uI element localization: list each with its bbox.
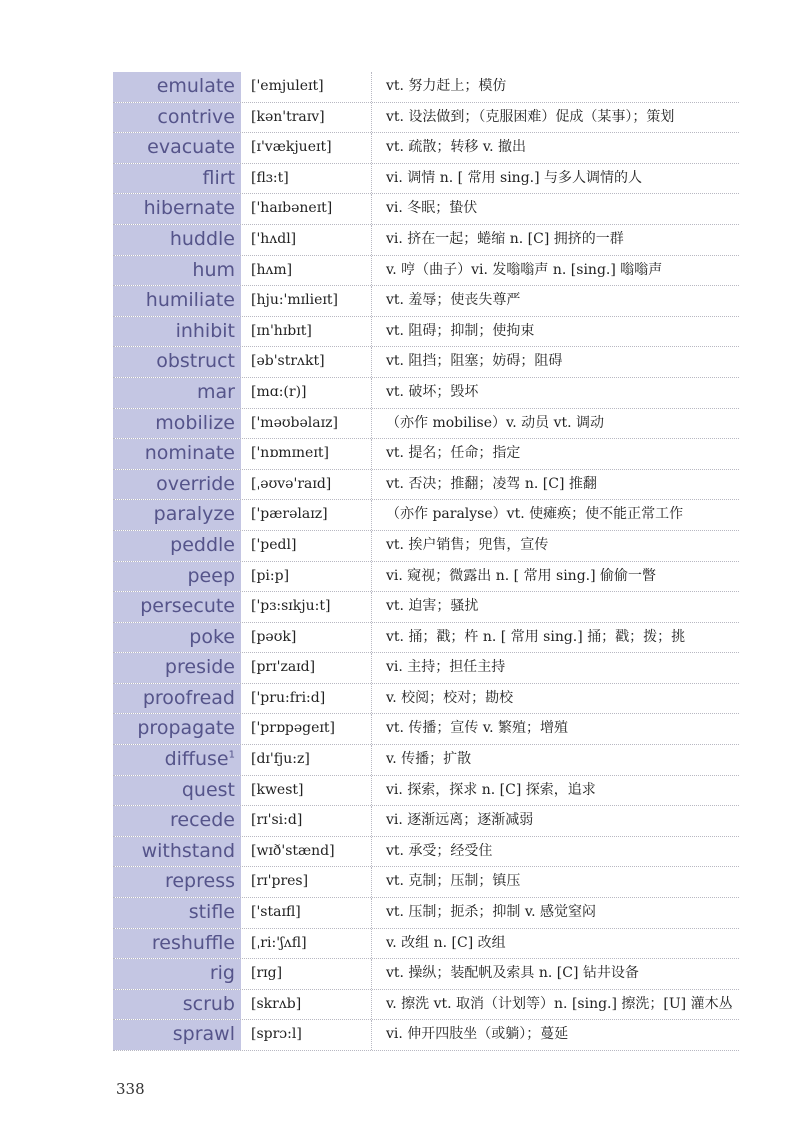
headword bbox=[113, 194, 244, 224]
table-row bbox=[113, 653, 739, 684]
phonetic-transcription: [wɪð'stænd] bbox=[244, 837, 372, 867]
headword bbox=[113, 256, 244, 286]
table-row bbox=[113, 378, 739, 409]
phonetic-transcription: [pəʊk] bbox=[244, 623, 372, 653]
headword-text: emulate bbox=[156, 75, 235, 97]
headword-text: stifle bbox=[188, 901, 235, 924]
headword bbox=[113, 684, 244, 714]
table-row bbox=[113, 959, 739, 990]
definition: vt. 迫害；骚扰 bbox=[386, 598, 479, 615]
phonetic-transcription: [mɑ:(r)] bbox=[244, 378, 372, 408]
table-row bbox=[113, 409, 739, 440]
headword-text: nominate bbox=[144, 442, 235, 465]
definition: vt. 承受；经受住 bbox=[386, 842, 493, 859]
headword bbox=[113, 347, 244, 377]
phonetic-transcription: ['prɒpəgeɪt] bbox=[244, 714, 372, 744]
headword bbox=[113, 286, 244, 316]
phonetic-transcription: [əb'strʌkt] bbox=[244, 347, 372, 377]
headword-text: humiliate bbox=[145, 289, 235, 312]
definition: vi. 伸开四肢坐（或躺）；蔓延 bbox=[386, 1026, 569, 1043]
headword bbox=[113, 225, 244, 255]
phonetic-transcription: [hju:'mɪlieɪt] bbox=[244, 286, 372, 316]
table-row bbox=[113, 623, 739, 654]
table-row bbox=[113, 684, 739, 715]
table-row bbox=[113, 72, 739, 103]
headword bbox=[113, 898, 244, 928]
definition: v. 传播；扩散 bbox=[386, 751, 472, 768]
headword bbox=[113, 72, 244, 102]
headword bbox=[113, 623, 244, 653]
phonetic-transcription: ['pærəlaɪz] bbox=[244, 500, 372, 530]
phonetic-transcription: ['pru:fri:d] bbox=[244, 684, 372, 714]
phonetic-transcription: [pi:p] bbox=[244, 562, 372, 592]
table-row bbox=[113, 225, 739, 256]
phonetic-transcription: ['staɪfl] bbox=[244, 898, 372, 928]
table-row bbox=[113, 1020, 739, 1051]
headword bbox=[113, 959, 244, 989]
headword bbox=[113, 133, 244, 163]
headword-text: paralyze bbox=[153, 503, 235, 526]
definition: vi. 调情 n. [ 常用 sing.] 与多人调情的人 bbox=[386, 169, 643, 186]
headword-text: evacuate bbox=[147, 136, 235, 159]
definition: vt. 捅；戳；杵 n. [ 常用 sing.] 捅；戳；拨；挑 bbox=[386, 628, 686, 645]
phonetic-transcription: ['hʌdl] bbox=[244, 225, 372, 255]
headword-text: hum bbox=[192, 258, 235, 281]
phonetic-transcription: [dɪ'fju:z] bbox=[244, 745, 372, 775]
definition: （亦作 mobilise）v. 动员 vt. 调动 bbox=[386, 414, 605, 431]
vocabulary-table bbox=[113, 72, 739, 1051]
definition: vi. 探索，探求 n. [C] 探索，追求 bbox=[386, 781, 596, 798]
homograph-number: 1 bbox=[228, 749, 235, 761]
phonetic-transcription: ['nɒmɪneɪt] bbox=[244, 439, 372, 469]
phonetic-transcription: [ˌri:'ʃʌfl] bbox=[244, 929, 372, 959]
headword-text: inhibit bbox=[175, 319, 235, 342]
headword-text: recede bbox=[170, 809, 235, 832]
phonetic-transcription: [ɪn'hɪbɪt] bbox=[244, 317, 372, 347]
table-row bbox=[113, 317, 739, 348]
definition: v. 哼（曲子）vi. 发嗡嗡声 n. [sing.] 嗡嗡声 bbox=[386, 261, 663, 278]
phonetic-transcription: [sprɔ:l] bbox=[244, 1020, 372, 1050]
table-row bbox=[113, 470, 739, 501]
table-row bbox=[113, 531, 739, 562]
table-row bbox=[113, 133, 739, 164]
phonetic-transcription: [rɪg] bbox=[244, 959, 372, 989]
table-row bbox=[113, 592, 739, 623]
table-row bbox=[113, 898, 739, 929]
headword bbox=[113, 776, 244, 806]
definition: vi. 冬眠；蛰伏 bbox=[386, 200, 478, 217]
definition: vt. 克制；压制；镇压 bbox=[386, 873, 521, 890]
headword bbox=[113, 164, 244, 194]
definition: vt. 传播；宣传 v. 繁殖；增殖 bbox=[386, 720, 569, 737]
table-row bbox=[113, 256, 739, 287]
definition: vi. 逐渐远离；逐渐减弱 bbox=[386, 812, 534, 829]
phonetic-transcription: [skrʌb] bbox=[244, 990, 372, 1020]
table-row bbox=[113, 562, 739, 593]
headword bbox=[113, 990, 244, 1020]
phonetic-transcription: ['pɜ:sɪkju:t] bbox=[244, 592, 372, 622]
phonetic-transcription: [ɪ'vækjueɪt] bbox=[244, 133, 372, 163]
headword bbox=[113, 470, 244, 500]
definition: vt. 设法做到；（克服困难）促成（某事）；策划 bbox=[386, 108, 675, 125]
phonetic-transcription: [prɪ'zaɪd] bbox=[244, 653, 372, 683]
table-row bbox=[113, 867, 739, 898]
headword-text: diffuse bbox=[164, 748, 229, 771]
table-row bbox=[113, 776, 739, 807]
headword-text: poke bbox=[189, 625, 235, 648]
table-row bbox=[113, 164, 739, 195]
headword bbox=[113, 531, 244, 561]
table-row bbox=[113, 286, 739, 317]
headword-text: mar bbox=[197, 380, 235, 403]
headword bbox=[113, 745, 244, 775]
headword bbox=[113, 653, 244, 683]
headword bbox=[113, 317, 244, 347]
headword-text: withstand bbox=[141, 839, 235, 862]
headword bbox=[113, 562, 244, 592]
headword-text: scrub bbox=[182, 992, 235, 1015]
headword-text: huddle bbox=[169, 227, 235, 250]
definition: vt. 否决；推翻；凌驾 n. [C] 推翻 bbox=[386, 475, 597, 492]
phonetic-transcription: [ˌəʊvə'raɪd] bbox=[244, 470, 372, 500]
headword-text: peep bbox=[187, 564, 235, 587]
headword bbox=[113, 867, 244, 897]
definition: v. 校阅；校对；勘校 bbox=[386, 689, 514, 706]
definition: vt. 提名；任命；指定 bbox=[386, 445, 521, 462]
definition: vt. 羞辱；使丧失尊严 bbox=[386, 292, 521, 309]
phonetic-transcription: ['məʊbəlaɪz] bbox=[244, 409, 372, 439]
headword bbox=[113, 929, 244, 959]
table-row bbox=[113, 745, 739, 776]
headword bbox=[113, 837, 244, 867]
definition: vt. 努力赶上；模仿 bbox=[386, 78, 507, 94]
table-row bbox=[113, 714, 739, 745]
definition: vt. 疏散；转移 v. 撤出 bbox=[386, 139, 527, 156]
definition: v. 改组 n. [C] 改组 bbox=[386, 934, 506, 951]
definition: vi. 挤在一起；蜷缩 n. [C] 拥挤的一群 bbox=[386, 230, 624, 247]
phonetic-transcription: [hʌm] bbox=[244, 256, 372, 286]
headword bbox=[113, 500, 244, 530]
definition: vt. 压制；扼杀；抑制 v. 感觉窒闷 bbox=[386, 904, 597, 921]
headword-text: contrive bbox=[157, 105, 235, 128]
page-number: 338 bbox=[116, 1080, 145, 1098]
headword bbox=[113, 806, 244, 836]
headword bbox=[113, 439, 244, 469]
phonetic-transcription: ['emjuleɪt] bbox=[244, 72, 372, 102]
headword-text: override bbox=[156, 472, 235, 495]
headword bbox=[113, 103, 244, 133]
headword bbox=[113, 378, 244, 408]
table-row bbox=[113, 103, 739, 134]
definition: vt. 阻碍；抑制；使拘束 bbox=[386, 322, 535, 339]
definition: v. 擦洗 vt. 取消（计划等）n. [sing.] 擦洗；[U] 灌木丛 bbox=[386, 995, 733, 1012]
definition: vt. 阻挡；阻塞；妨碍；阻碍 bbox=[386, 353, 563, 370]
table-row bbox=[113, 500, 739, 531]
phonetic-transcription: [rɪ'pres] bbox=[244, 867, 372, 897]
headword-text: mobilize bbox=[155, 411, 235, 434]
headword-text: obstruct bbox=[156, 350, 235, 373]
phonetic-transcription: ['haɪbəneɪt] bbox=[244, 194, 372, 224]
table-row bbox=[113, 990, 739, 1021]
definition: vt. 破坏；毁坏 bbox=[386, 383, 479, 400]
headword bbox=[113, 1020, 244, 1050]
headword bbox=[113, 592, 244, 622]
definition: vi. 窥视；微露出 n. [ 常用 sing.] 偷偷一瞥 bbox=[386, 567, 657, 584]
headword-text: quest bbox=[181, 778, 235, 801]
headword-text: propagate bbox=[137, 717, 235, 740]
headword-text: reshuffle bbox=[151, 931, 235, 954]
phonetic-transcription: [flɜ:t] bbox=[244, 164, 372, 194]
headword-text: repress bbox=[164, 870, 235, 893]
table-row bbox=[113, 347, 739, 378]
table-row bbox=[113, 439, 739, 470]
headword-text: sprawl bbox=[172, 1023, 235, 1046]
headword bbox=[113, 409, 244, 439]
headword-text: rig bbox=[209, 962, 235, 985]
definition: vt. 挨户销售；兜售，宣传 bbox=[386, 536, 549, 553]
headword-text: preside bbox=[164, 656, 235, 679]
phonetic-transcription: [kən'traɪv] bbox=[244, 103, 372, 133]
headword-text: proofread bbox=[142, 686, 235, 709]
headword bbox=[113, 714, 244, 744]
headword-text: persecute bbox=[140, 595, 235, 618]
definition: （亦作 paralyse）vt. 使瘫痪；使不能正常工作 bbox=[386, 506, 684, 523]
definition: vi. 主持；担任主持 bbox=[386, 659, 506, 676]
phonetic-transcription: [kwest] bbox=[244, 776, 372, 806]
headword-text: peddle bbox=[170, 533, 235, 556]
phonetic-transcription: ['pedl] bbox=[244, 531, 372, 561]
table-row bbox=[113, 929, 739, 960]
headword-text: hibernate bbox=[143, 197, 235, 220]
table-row bbox=[113, 837, 739, 868]
table-row bbox=[113, 194, 739, 225]
definition: vt. 操纵；装配帆及索具 n. [C] 钻井设备 bbox=[386, 965, 639, 982]
headword-text: flirt bbox=[202, 166, 235, 189]
phonetic-transcription: [rɪ'si:d] bbox=[244, 806, 372, 836]
table-row bbox=[113, 806, 739, 837]
